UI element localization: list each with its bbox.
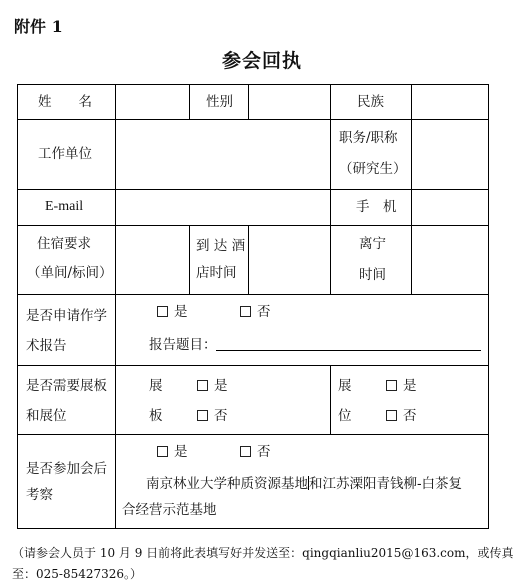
mobile-label: 手 机	[356, 199, 397, 215]
name-field[interactable]	[116, 85, 188, 118]
page-title: 参会回执	[221, 50, 302, 72]
gender-field[interactable]	[249, 85, 329, 118]
booth-yes-label: 是	[403, 378, 417, 394]
mobile-field[interactable]	[412, 190, 487, 224]
board-yes-checkbox[interactable]	[197, 380, 208, 391]
name-label: 姓 名	[38, 94, 92, 110]
board-char: 展	[149, 378, 163, 394]
booth-char-2: 位	[338, 408, 352, 424]
attachment-label: 附件 1	[14, 17, 63, 36]
board-char-2: 板	[149, 408, 163, 424]
booth-no-checkbox[interactable]	[386, 410, 397, 421]
tour-yes-label: 是	[174, 444, 188, 460]
tour-desc-part2: 和江苏溧阳青钱柳-白茶复	[309, 476, 463, 492]
board-no-option[interactable]	[197, 407, 228, 425]
board-yes-label: 是	[214, 378, 228, 394]
work-unit-label: 工作单位	[38, 146, 92, 162]
board-no-checkbox[interactable]	[197, 410, 208, 421]
report-no-checkbox[interactable]	[240, 306, 251, 317]
departure-label: 离宁	[359, 236, 386, 252]
tour-yes-checkbox[interactable]	[157, 446, 168, 457]
lodging-field[interactable]	[116, 226, 188, 293]
arrival-time-field[interactable]	[249, 226, 329, 293]
board-label-2: 和展位	[26, 408, 67, 424]
tour-desc-part1: 南京林业大学种质资源基地	[146, 476, 308, 492]
tour-label-2: 考察	[26, 487, 53, 503]
board-yes-option[interactable]	[197, 377, 228, 395]
departure-label-2: 时间	[359, 267, 386, 283]
tour-description-2: 合经营示范基地	[122, 502, 217, 518]
report-yes-label: 是	[174, 304, 188, 320]
report-topic-input[interactable]	[216, 350, 481, 351]
ethnicity-field[interactable]	[412, 85, 487, 118]
tour-no-option[interactable]	[240, 443, 271, 461]
report-topic-label: 报告题目：	[149, 337, 217, 353]
booth-yes-option[interactable]	[386, 377, 417, 395]
email-field[interactable]	[116, 190, 329, 224]
report-yes-checkbox[interactable]	[157, 306, 168, 317]
arrival-label: 到 达 酒	[196, 238, 246, 254]
tour-label: 是否参加会后	[26, 461, 107, 477]
arrival-label-2: 店时间	[196, 265, 237, 281]
booth-yes-checkbox[interactable]	[386, 380, 397, 391]
tour-description	[146, 475, 462, 493]
report-no-option[interactable]	[240, 303, 271, 321]
board-no-label: 否	[214, 408, 228, 424]
tour-no-label: 否	[257, 444, 271, 460]
footer-note: （请参会人员于 10 月 9 日前将此表填写好并发送至：qingqianliu2015@163.com，或传真至：025-85427326。）	[12, 546, 514, 581]
position-label: 职务/职称	[339, 130, 398, 146]
report-yes-option[interactable]	[157, 303, 188, 321]
ethnicity-label: 民族	[357, 94, 384, 110]
report-label-2: 术报告	[26, 338, 67, 354]
lodging-label: 住宿要求	[37, 236, 91, 252]
booth-no-option[interactable]	[386, 407, 417, 425]
email-label: E-mail	[45, 199, 84, 214]
position-field[interactable]	[412, 120, 487, 188]
lodging-note: （单间/标间）	[27, 265, 113, 281]
gender-label: 性别	[206, 94, 233, 110]
report-no-label: 否	[257, 304, 271, 320]
position-note: （研究生）	[339, 161, 407, 177]
work-unit-field[interactable]	[116, 120, 329, 188]
tour-no-checkbox[interactable]	[240, 446, 251, 457]
report-label: 是否申请作学	[26, 308, 107, 324]
board-label: 是否需要展板	[26, 378, 107, 394]
tour-yes-option[interactable]	[157, 443, 188, 461]
departure-time-field[interactable]	[412, 226, 487, 293]
booth-char: 展	[338, 378, 352, 394]
booth-no-label: 否	[403, 408, 417, 424]
